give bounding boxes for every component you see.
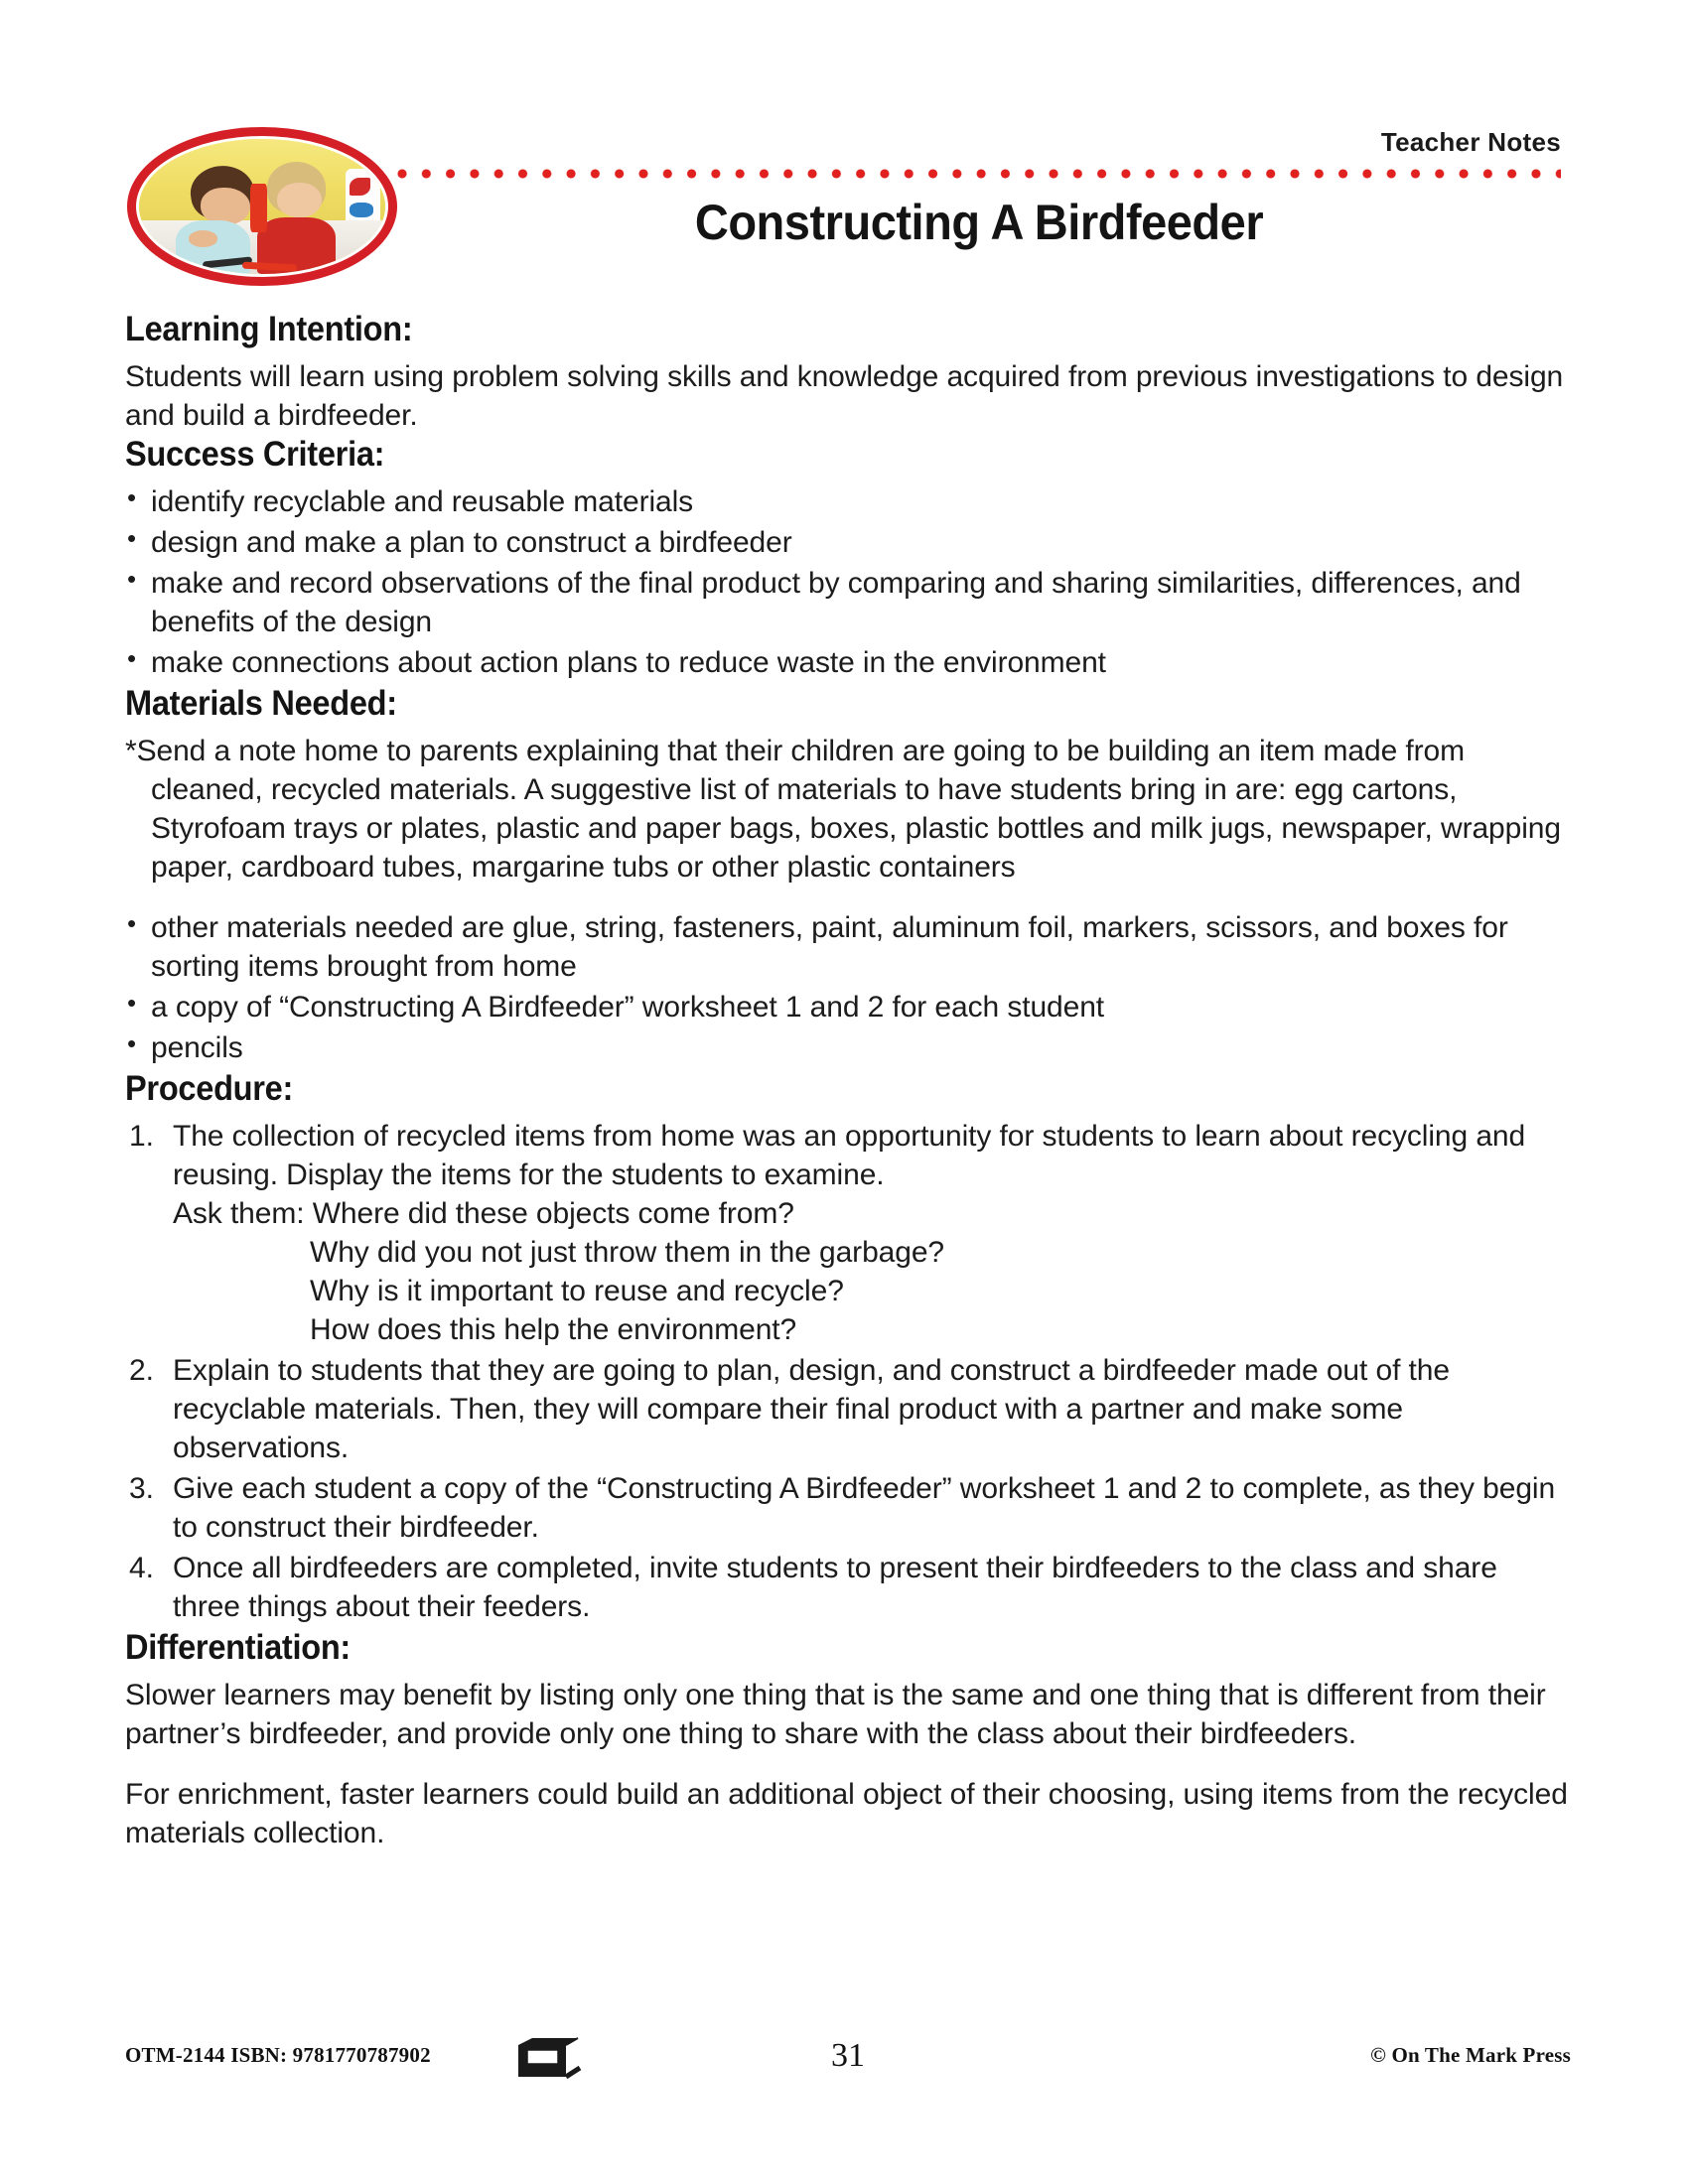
procedure-question: Why is it important to reuse and recycle?	[310, 1275, 844, 1307]
procedure-step-1	[125, 1117, 1571, 1349]
differentiation-paragraph-2: For enrichment, faster learners could build an additional object of their choosing, using items from the recycled materials collection.	[125, 1778, 1568, 1849]
page-title: Constructing A Birdfeeder	[694, 195, 1264, 250]
procedure-question: Why did you not just throw them in the garbage?	[310, 1236, 944, 1269]
list-item: • pencils	[125, 1028, 1571, 1067]
heading-procedure: Procedure:	[125, 1069, 294, 1108]
heading-learning-intention: Learning Intention:	[125, 310, 413, 348]
list-item: • identify recyclable and reusable materials	[125, 482, 1571, 521]
procedure-step-3: Give each student a copy of the “Constructing A Birdfeeder” worksheet 1 and 2 to complete, as they begin to construct their birdfeeder.	[173, 1472, 1556, 1544]
header-logo-oval	[127, 127, 397, 286]
teacher-notes-label: Teacher Notes	[1380, 127, 1561, 157]
procedure-steps	[125, 1117, 1571, 1626]
heading-materials-needed: Materials Needed:	[125, 684, 397, 723]
header-text-block	[397, 127, 1561, 251]
materials-list	[125, 908, 1571, 1067]
list-item: • a copy of “Constructing A Birdfeeder” worksheet 1 and 2 for each student	[125, 988, 1571, 1026]
page-number: 31	[831, 2037, 865, 2074]
list-item: • design and make a plan to construct a birdfeeder	[125, 523, 1571, 562]
dotted-divider	[397, 168, 1561, 180]
differentiation-paragraph-1: Slower learners may benefit by listing only one thing that is the same and one thing that is different from their partner’s birdfeeder, and provide only one thing to share with the class about their birdfeeders.	[125, 1679, 1546, 1750]
list-item: • make connections about action plans to reduce waste in the environment	[125, 643, 1571, 682]
success-criteria-list	[125, 482, 1571, 682]
page-content	[125, 310, 1571, 1852]
footer-isbn: OTM-2144 ISBN: 9781770787902	[125, 2043, 431, 2067]
photo-red-bottle	[250, 184, 267, 232]
photo-child-hand	[189, 230, 218, 246]
list-item: • make and record observations of the final product by comparing and sharing similarities, differences, and benefits of the design	[125, 564, 1571, 641]
page-footer	[125, 2037, 1571, 2093]
procedure-step-2: Explain to students that they are going to plan, design, and construct a birdfeeder made out of the recyclable materials. Then, they will compare their final product with a partner and make some observations.	[173, 1354, 1450, 1464]
heading-differentiation: Differentiation:	[125, 1628, 352, 1667]
procedure-step-1-text: The collection of recycled items from home was an opportunity for students to learn about recycling and reusing. Display the items for the students to examine.	[173, 1120, 1526, 1191]
list-item: • other materials needed are glue, string, fasteners, paint, aluminum foil, markers, scissors, and boxes for sorting items brought from home	[125, 908, 1571, 986]
page-header	[0, 0, 1688, 250]
procedure-question: How does this help the environment?	[310, 1313, 797, 1346]
procedure-step-1-ask: Ask them: Where did these objects come from?	[173, 1197, 794, 1230]
footer-publisher: © On The Mark Press	[1370, 2043, 1571, 2067]
children-crafting-photo	[136, 136, 388, 277]
procedure-step-4: Once all birdfeeders are completed, invite students to present their birdfeeders to the class and share three things about their feeders.	[173, 1552, 1497, 1623]
materials-note: *Send a note home to parents explaining that their children are going to be building an item made from cleaned, recycled materials. A suggestive list of materials to have students bring in are: egg cartons, Styrofoam trays or plates, plastic and paper bags, boxes, plastic bottles and milk jugs, newspaper, wrapping paper, cardboard tubes, margarine tubs or other plastic containers	[125, 735, 1561, 884]
learning-intention-body: Students will learn using problem solving skills and knowledge acquired from previous investigations to design and build a birdfeeder.	[125, 360, 1564, 432]
heading-success-criteria: Success Criteria:	[125, 435, 385, 474]
photo-right-child-face	[277, 183, 322, 217]
